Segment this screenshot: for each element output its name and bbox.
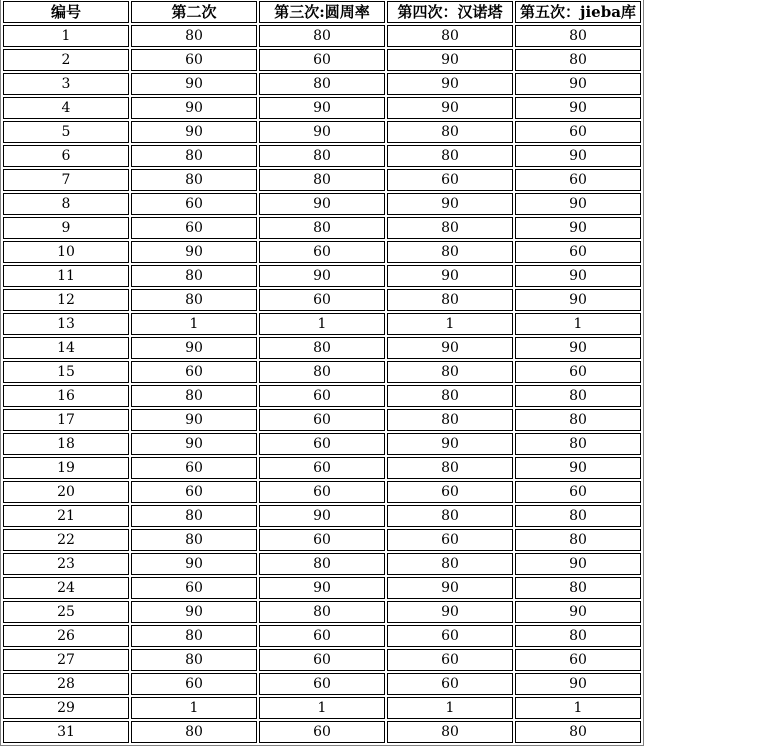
id-cell: 15 [3,361,129,383]
third-score-cell: 1 [259,697,385,719]
second-score-cell: 80 [131,169,257,191]
table-row [3,241,641,263]
fifth-score-cell: 90 [515,553,641,575]
id-cell: 21 [3,505,129,527]
third-score-cell: 60 [259,649,385,671]
table-row [3,121,641,143]
id-cell: 2 [3,49,129,71]
fifth-score-cell: 60 [515,169,641,191]
table-row [3,553,641,575]
id-cell: 16 [3,385,129,407]
table-row [3,505,641,527]
third-score-cell: 90 [259,505,385,527]
id-cell: 9 [3,217,129,239]
id-cell: 18 [3,433,129,455]
fourth-score-cell: 80 [387,721,513,743]
second-score-cell: 60 [131,217,257,239]
table-row [3,433,641,455]
fifth-score-cell: 90 [515,145,641,167]
third-score-cell: 80 [259,73,385,95]
table-row [3,697,641,719]
table-body [3,25,641,743]
fifth-score-cell: 60 [515,649,641,671]
id-cell: 3 [3,73,129,95]
third-score-cell: 60 [259,625,385,647]
table-row [3,313,641,335]
third-score-cell: 90 [259,193,385,215]
third-score-cell: 60 [259,433,385,455]
fifth-score-cell: 80 [515,577,641,599]
fourth-score-cell: 80 [387,361,513,383]
fifth-score-cell: 60 [515,121,641,143]
header-fifth: 第五次：jieba库 [515,1,641,23]
second-score-cell: 60 [131,457,257,479]
fourth-score-cell: 80 [387,385,513,407]
id-cell: 4 [3,97,129,119]
third-score-cell: 60 [259,721,385,743]
table-row [3,361,641,383]
third-score-cell: 80 [259,361,385,383]
id-cell: 5 [3,121,129,143]
fourth-score-cell: 90 [387,577,513,599]
id-cell: 6 [3,145,129,167]
second-score-cell: 80 [131,625,257,647]
id-cell: 31 [3,721,129,743]
table-row [3,625,641,647]
table-row [3,649,641,671]
table-row [3,145,641,167]
fifth-score-cell: 80 [515,49,641,71]
third-score-cell: 60 [259,241,385,263]
second-score-cell: 60 [131,193,257,215]
table-row [3,265,641,287]
third-score-cell: 80 [259,217,385,239]
fourth-score-cell: 90 [387,337,513,359]
second-score-cell: 1 [131,697,257,719]
table-row [3,73,641,95]
second-score-cell: 80 [131,289,257,311]
table-row [3,337,641,359]
fourth-score-cell: 60 [387,649,513,671]
id-cell: 10 [3,241,129,263]
id-cell: 17 [3,409,129,431]
id-cell: 23 [3,553,129,575]
table-row [3,457,641,479]
id-cell: 11 [3,265,129,287]
third-score-cell: 90 [259,265,385,287]
second-score-cell: 90 [131,97,257,119]
id-cell: 14 [3,337,129,359]
table-row [3,577,641,599]
id-cell: 8 [3,193,129,215]
fifth-score-cell: 90 [515,217,641,239]
second-score-cell: 80 [131,505,257,527]
id-cell: 19 [3,457,129,479]
fourth-score-cell: 80 [387,25,513,47]
table-row [3,97,641,119]
third-score-cell: 80 [259,169,385,191]
second-score-cell: 90 [131,121,257,143]
third-score-cell: 80 [259,601,385,623]
id-cell: 12 [3,289,129,311]
fourth-score-cell: 90 [387,97,513,119]
fourth-score-cell: 80 [387,217,513,239]
header-third: 第三次:圆周率 [259,1,385,23]
fourth-score-cell: 60 [387,673,513,695]
second-score-cell: 80 [131,721,257,743]
fifth-score-cell: 80 [515,25,641,47]
id-cell: 28 [3,673,129,695]
third-score-cell: 60 [259,49,385,71]
fifth-score-cell: 1 [515,697,641,719]
fifth-score-cell: 90 [515,337,641,359]
id-cell: 1 [3,25,129,47]
second-score-cell: 80 [131,385,257,407]
fourth-score-cell: 80 [387,409,513,431]
table-row [3,289,641,311]
third-score-cell: 60 [259,385,385,407]
third-score-cell: 1 [259,313,385,335]
id-cell: 27 [3,649,129,671]
table-row [3,169,641,191]
fifth-score-cell: 90 [515,265,641,287]
third-score-cell: 60 [259,409,385,431]
fifth-score-cell: 80 [515,385,641,407]
second-score-cell: 60 [131,481,257,503]
fourth-score-cell: 80 [387,241,513,263]
id-cell: 29 [3,697,129,719]
fourth-score-cell: 90 [387,433,513,455]
second-score-cell: 1 [131,313,257,335]
fifth-score-cell: 90 [515,73,641,95]
fourth-score-cell: 90 [387,49,513,71]
fourth-score-cell: 80 [387,505,513,527]
id-cell: 26 [3,625,129,647]
third-score-cell: 60 [259,481,385,503]
table-row [3,409,641,431]
third-score-cell: 90 [259,577,385,599]
fourth-score-cell: 90 [387,73,513,95]
table-row [3,25,641,47]
fourth-score-cell: 80 [387,457,513,479]
second-score-cell: 60 [131,577,257,599]
second-score-cell: 60 [131,49,257,71]
third-score-cell: 90 [259,121,385,143]
table-row [3,193,641,215]
fourth-score-cell: 90 [387,601,513,623]
fifth-score-cell: 90 [515,457,641,479]
id-cell: 7 [3,169,129,191]
table-row [3,217,641,239]
third-score-cell: 60 [259,673,385,695]
fourth-score-cell: 60 [387,529,513,551]
header-id: 编号 [3,1,129,23]
fifth-score-cell: 60 [515,361,641,383]
header-fourth: 第四次：汉诺塔 [387,1,513,23]
second-score-cell: 80 [131,25,257,47]
fifth-score-cell: 80 [515,625,641,647]
fifth-score-cell: 80 [515,433,641,455]
table-row [3,49,641,71]
table-row [3,529,641,551]
fourth-score-cell: 90 [387,193,513,215]
fourth-score-cell: 60 [387,169,513,191]
fifth-score-cell: 80 [515,721,641,743]
third-score-cell: 80 [259,25,385,47]
fifth-score-cell: 90 [515,673,641,695]
second-score-cell: 60 [131,673,257,695]
fifth-score-cell: 1 [515,313,641,335]
fifth-score-cell: 60 [515,481,641,503]
id-cell: 25 [3,601,129,623]
table-row [3,721,641,743]
fifth-score-cell: 90 [515,193,641,215]
table-header [3,1,641,23]
second-score-cell: 90 [131,409,257,431]
header-row [3,1,641,23]
second-score-cell: 90 [131,73,257,95]
third-score-cell: 60 [259,289,385,311]
second-score-cell: 80 [131,649,257,671]
third-score-cell: 60 [259,457,385,479]
fourth-score-cell: 80 [387,145,513,167]
third-score-cell: 60 [259,529,385,551]
header-second: 第二次 [131,1,257,23]
third-score-cell: 80 [259,145,385,167]
second-score-cell: 90 [131,433,257,455]
fifth-score-cell: 60 [515,241,641,263]
second-score-cell: 80 [131,529,257,551]
table-row [3,673,641,695]
fourth-score-cell: 1 [387,697,513,719]
fourth-score-cell: 80 [387,553,513,575]
second-score-cell: 90 [131,337,257,359]
table-row [3,601,641,623]
fourth-score-cell: 60 [387,625,513,647]
id-cell: 22 [3,529,129,551]
second-score-cell: 90 [131,241,257,263]
third-score-cell: 90 [259,97,385,119]
fifth-score-cell: 80 [515,409,641,431]
id-cell: 24 [3,577,129,599]
id-cell: 13 [3,313,129,335]
id-cell: 20 [3,481,129,503]
fourth-score-cell: 60 [387,481,513,503]
fourth-score-cell: 80 [387,121,513,143]
third-score-cell: 80 [259,337,385,359]
table-row [3,385,641,407]
fifth-score-cell: 90 [515,601,641,623]
second-score-cell: 80 [131,145,257,167]
fifth-score-cell: 90 [515,289,641,311]
fourth-score-cell: 80 [387,289,513,311]
second-score-cell: 60 [131,361,257,383]
table-row [3,481,641,503]
second-score-cell: 90 [131,553,257,575]
fifth-score-cell: 80 [515,505,641,527]
second-score-cell: 90 [131,601,257,623]
fourth-score-cell: 1 [387,313,513,335]
third-score-cell: 80 [259,553,385,575]
fifth-score-cell: 80 [515,529,641,551]
fourth-score-cell: 90 [387,265,513,287]
fifth-score-cell: 90 [515,97,641,119]
second-score-cell: 80 [131,265,257,287]
